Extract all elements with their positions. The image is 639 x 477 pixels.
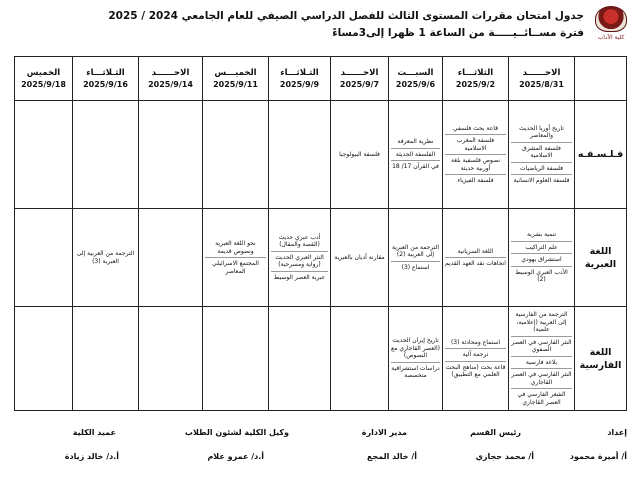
schedule-cell — [331, 307, 389, 411]
vice-dean-name: أ.د/ عمرو علام — [207, 452, 264, 461]
schedule-cell — [73, 101, 139, 209]
subject: أدب عبري حديث (القصة والمقال) — [271, 232, 328, 252]
subject: الترجمة من العبرية إلى العربية (2) — [391, 242, 440, 262]
page-title: جدول امتحان مقررات المستوى الثالث للفصل الدراسي الصيفي للعام الجامعي 2024 / 2025 — [108, 10, 584, 22]
subject: فلسفة المغرب الاسلامية — [445, 135, 506, 155]
dept-name-cell — [575, 307, 627, 411]
subject: الشعر الفارسي في العصر القاجاري — [517, 391, 566, 406]
subject: تنمية بشرية — [511, 229, 572, 242]
logo-emblem-icon — [595, 6, 627, 32]
subject: الترجمة من الفارسية إلى العربية (إعلامية، علمية) — [511, 309, 572, 337]
schedule-cell — [389, 101, 443, 209]
schedule-cell — [15, 101, 73, 209]
subject: النثر العبري الحديث (رواية ومسرحية) — [271, 252, 328, 272]
exam-schedule-table — [14, 56, 627, 411]
schedule-cell — [509, 209, 575, 307]
subject: مقارنة أديان بالعبرية — [334, 253, 385, 261]
dept-row-hebrew — [15, 209, 627, 307]
dept-name-cell — [575, 101, 627, 209]
dept-row-philosophy — [15, 101, 627, 209]
schedule-cell — [15, 307, 73, 411]
subject: المجتمع الاسرائيلي المعاصر — [212, 260, 259, 275]
subject: استماع ومحادثة (3) — [445, 337, 506, 350]
header-row — [15, 57, 627, 101]
logo-text: كلية الآداب — [597, 34, 625, 41]
schedule-cell — [203, 307, 269, 411]
schedule-cell — [509, 307, 575, 411]
admin-name: أ/ خالد المجع — [367, 452, 417, 461]
subject: الأدب العبري الوسيط (2) — [515, 268, 568, 284]
subject: تاريخ أوربا الحديث والمعاصر — [511, 123, 572, 143]
schedule-cell — [389, 307, 443, 411]
head-label: رئيس القسم — [470, 428, 521, 437]
column-header: الثلاثـــاء 2025/9/2 — [443, 57, 509, 101]
dean-label: عميد الكلية — [72, 428, 116, 437]
schedule-cell — [269, 307, 331, 411]
schedule-cell — [443, 209, 509, 307]
schedule-cell — [73, 307, 139, 411]
schedule-cell — [73, 209, 139, 307]
schedule-cell — [139, 307, 203, 411]
subject: فلسفة الفيزياء — [457, 177, 494, 184]
subject: بلاغة فارسية — [511, 357, 572, 370]
subject: دراسات استشراقية متخصصة — [391, 364, 440, 380]
schedule-cell — [331, 209, 389, 307]
admin-label: مدير الادارة — [361, 428, 407, 437]
schedule-cell — [269, 209, 331, 307]
schedule-cell — [509, 101, 575, 209]
subject: فلسفة الرياضيات — [511, 163, 572, 176]
page-subtitle: فترة مســائــيـــــة من الساعة 1 ظهرا إلى3مساءً — [332, 27, 584, 39]
subject: عبرية العصر الوسيط — [273, 273, 326, 281]
subject: علم التراكيب — [511, 242, 572, 255]
schedule-cell — [203, 101, 269, 209]
column-header: الاحــــــد 2025/8/31 — [509, 57, 575, 101]
subject: فلسفة البيولوجيا — [339, 150, 380, 158]
subject: نصوص فلسفية بلغة أوربية حديثة — [445, 155, 506, 175]
subject: قاعة بحث فلسفي — [445, 123, 506, 136]
schedule-cell — [443, 307, 509, 411]
subject: الترجمة من العربية إلى العبرية (3) — [76, 250, 135, 265]
dept-name: اللغة الفارسية — [579, 346, 622, 371]
subject: قاعة بحث (مناهج البحث العلمي مع التطبيق) — [445, 363, 506, 378]
schedule-cell — [269, 101, 331, 209]
vice-dean-label: وكيل الكلية لشئون الطلاب — [184, 428, 289, 437]
subject: النثر الفارسي في العصر الصفوي — [511, 337, 572, 357]
column-header: الخميـــس 2025/9/11 — [203, 57, 269, 101]
head-name: أ/ محمد حجازي — [475, 452, 534, 461]
subject: ترجمة آلية — [445, 349, 506, 362]
subject: تاريخ إيران الحديث (العصر القاجاري مع النصوص) — [391, 335, 440, 363]
university-logo — [590, 6, 632, 46]
dept-column-header — [575, 57, 627, 101]
subject: الفلسفة الحديثة — [391, 149, 440, 162]
schedule-cell — [139, 209, 203, 307]
dept-name-cell — [575, 209, 627, 307]
column-header: الخميس 2025/9/18 — [15, 57, 73, 101]
schedule-cell — [15, 209, 73, 307]
subject: في القرآن 17/ 18 — [392, 163, 439, 171]
schedule-cell — [203, 209, 269, 307]
subject: نحو اللغة العبرية ونصوص قديمة — [205, 238, 266, 258]
subject: النثر الفارسي في العصر القاجاري — [511, 369, 572, 389]
dean-name: أ.د/ خالد زيادة — [64, 452, 119, 461]
schedule-cell — [139, 101, 203, 209]
column-header: الثـلاثـــاء 2025/9/16 — [73, 57, 139, 101]
subject: استشراق يهودي — [511, 254, 572, 267]
column-header: الاحــــــد 2025/9/7 — [331, 57, 389, 101]
column-header: الثـلاثـــاء 2025/9/9 — [269, 57, 331, 101]
prepared-name: أ/ أميرة محمود — [569, 452, 627, 461]
dept-name: اللغة العبرية — [584, 245, 617, 270]
column-header: السبـــت 2025/9/6 — [389, 57, 443, 101]
dept-row-persian — [15, 307, 627, 411]
schedule-cell — [389, 209, 443, 307]
subject: استماع (3) — [401, 263, 430, 271]
prepared-label: إعداد — [607, 428, 627, 437]
subject: فلسفة المشرق الاسلامية — [511, 143, 572, 163]
column-header: الاحــــــد 2025/9/14 — [139, 57, 203, 101]
subject: نظرية المعرفة — [391, 136, 440, 149]
subject: اتجاهات نقد العهد القديم — [445, 260, 506, 267]
subject: اللغة السريانية — [445, 246, 506, 259]
dept-name: فـلـسـفـه — [577, 149, 624, 160]
schedule-cell — [443, 101, 509, 209]
subject: فلسفة العلوم الانسانية — [513, 177, 570, 184]
schedule-cell — [331, 101, 389, 209]
